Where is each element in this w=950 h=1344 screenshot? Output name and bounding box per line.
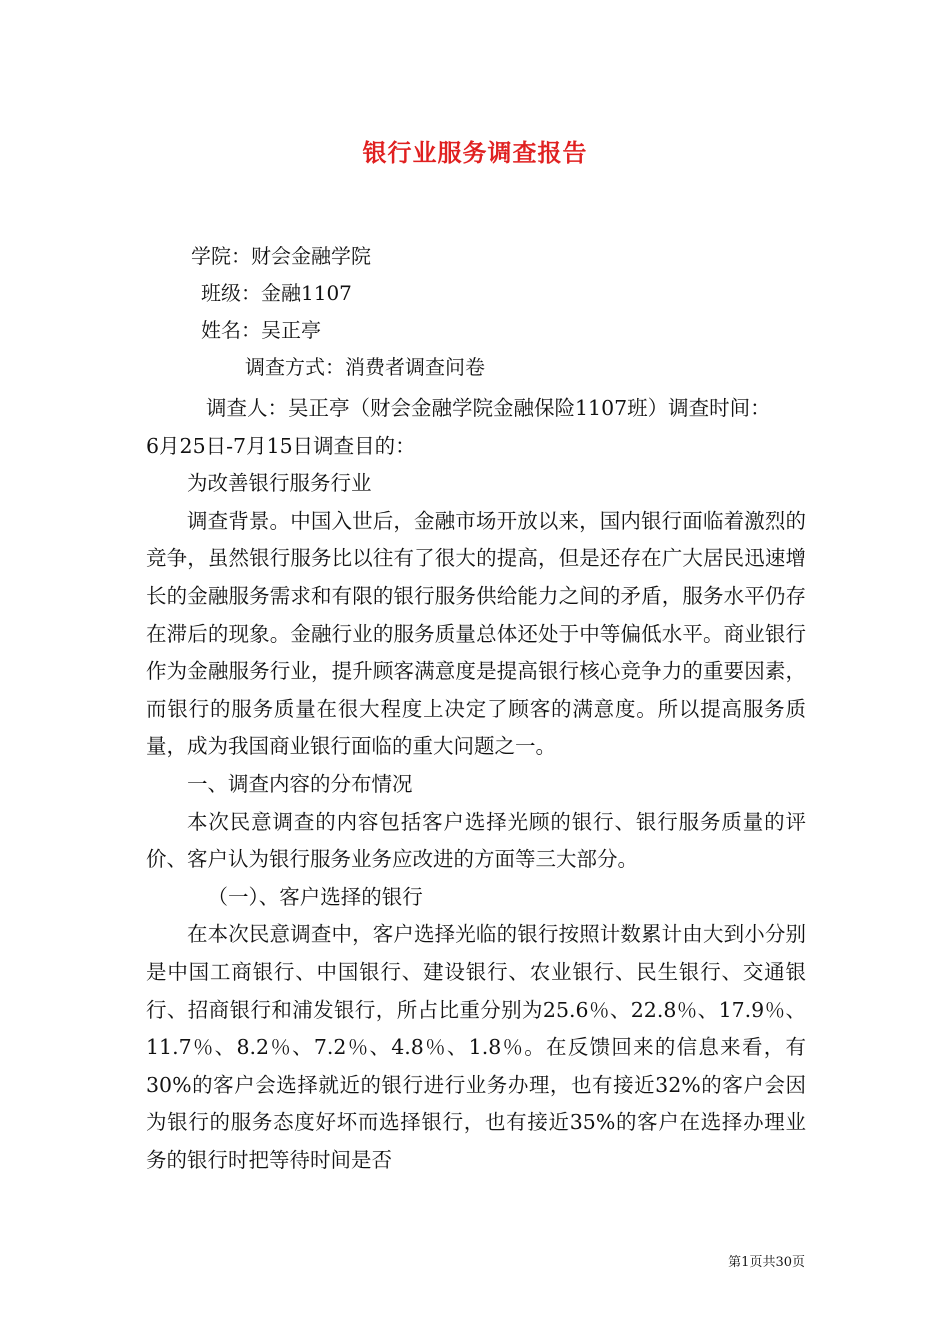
survey-time-paragraph: 6月25日-7月15日调查目的： [146, 433, 416, 458]
college-line: 学院：财会金融学院 [191, 244, 371, 268]
surveyor-paragraph: 调查人：吴正亭（财会金融学院金融保险1107班）调查时间： [206, 396, 771, 420]
method-line: 调查方式：消费者调查问卷 [245, 355, 485, 379]
class-line: 班级：金融1107 [201, 281, 352, 305]
purpose-paragraph: 为改善银行服务行业 [187, 471, 372, 496]
content-paragraph: 本次民意调查的内容包括客户选择光顾的银行、银行服务质量的评价、客户认为银行服务业务应改进的方面等三大部分。 [146, 809, 806, 872]
section-heading-1: 一、调查内容的分布情况 [187, 771, 413, 796]
subsection-heading-1: （一）、客户选择的银行 [207, 884, 423, 909]
name-line: 姓名：吴正亭 [201, 318, 321, 342]
bank-choice-paragraph: 在本次民意调查中，客户选择光临的银行按照计数累计由大到小分别是中国工商银行、中国银行、建设银行、农业银行、民生银行、交通银行、招商银行和浦发银行，所占比重分别为25.6％、22.8％、17.9％、11.7％、8.2％、7.2％、4.8％、1.8％。在反馈回来的信息来看，有30%的客户会选择就近的银行进行业务办理，也有接近32%的客户会因为银行的服务态度好坏而选择银行，也有接近35%的客户在选择办理业务的银行时把等待时间是否 [146, 922, 806, 1172]
page-footer: 第1页共30页 [728, 1255, 805, 1270]
background-paragraph: 调查背景。中国入世后，金融市场开放以来，国内银行面临着激烈的竞争，虽然银行服务比以往有了很大的提高，但是还存在广大居民迅速增长的金融服务需求和有限的银行服务供给能力之间的矛盾，服务水平仍存在滞后的现象。金融行业的服务质量总体还处于中等偏低水平。商业银行作为金融服务行业，提升顾客满意度是提高银行核心竞争力的重要因素，而银行的服务质量在很大程度上决定了顾客的满意度。所以提高服务质量，成为我国商业银行面临的重大问题之一。 [146, 508, 806, 759]
document-body [146, 390, 806, 1179]
document-title: 银行业服务调查报告 [362, 138, 588, 167]
